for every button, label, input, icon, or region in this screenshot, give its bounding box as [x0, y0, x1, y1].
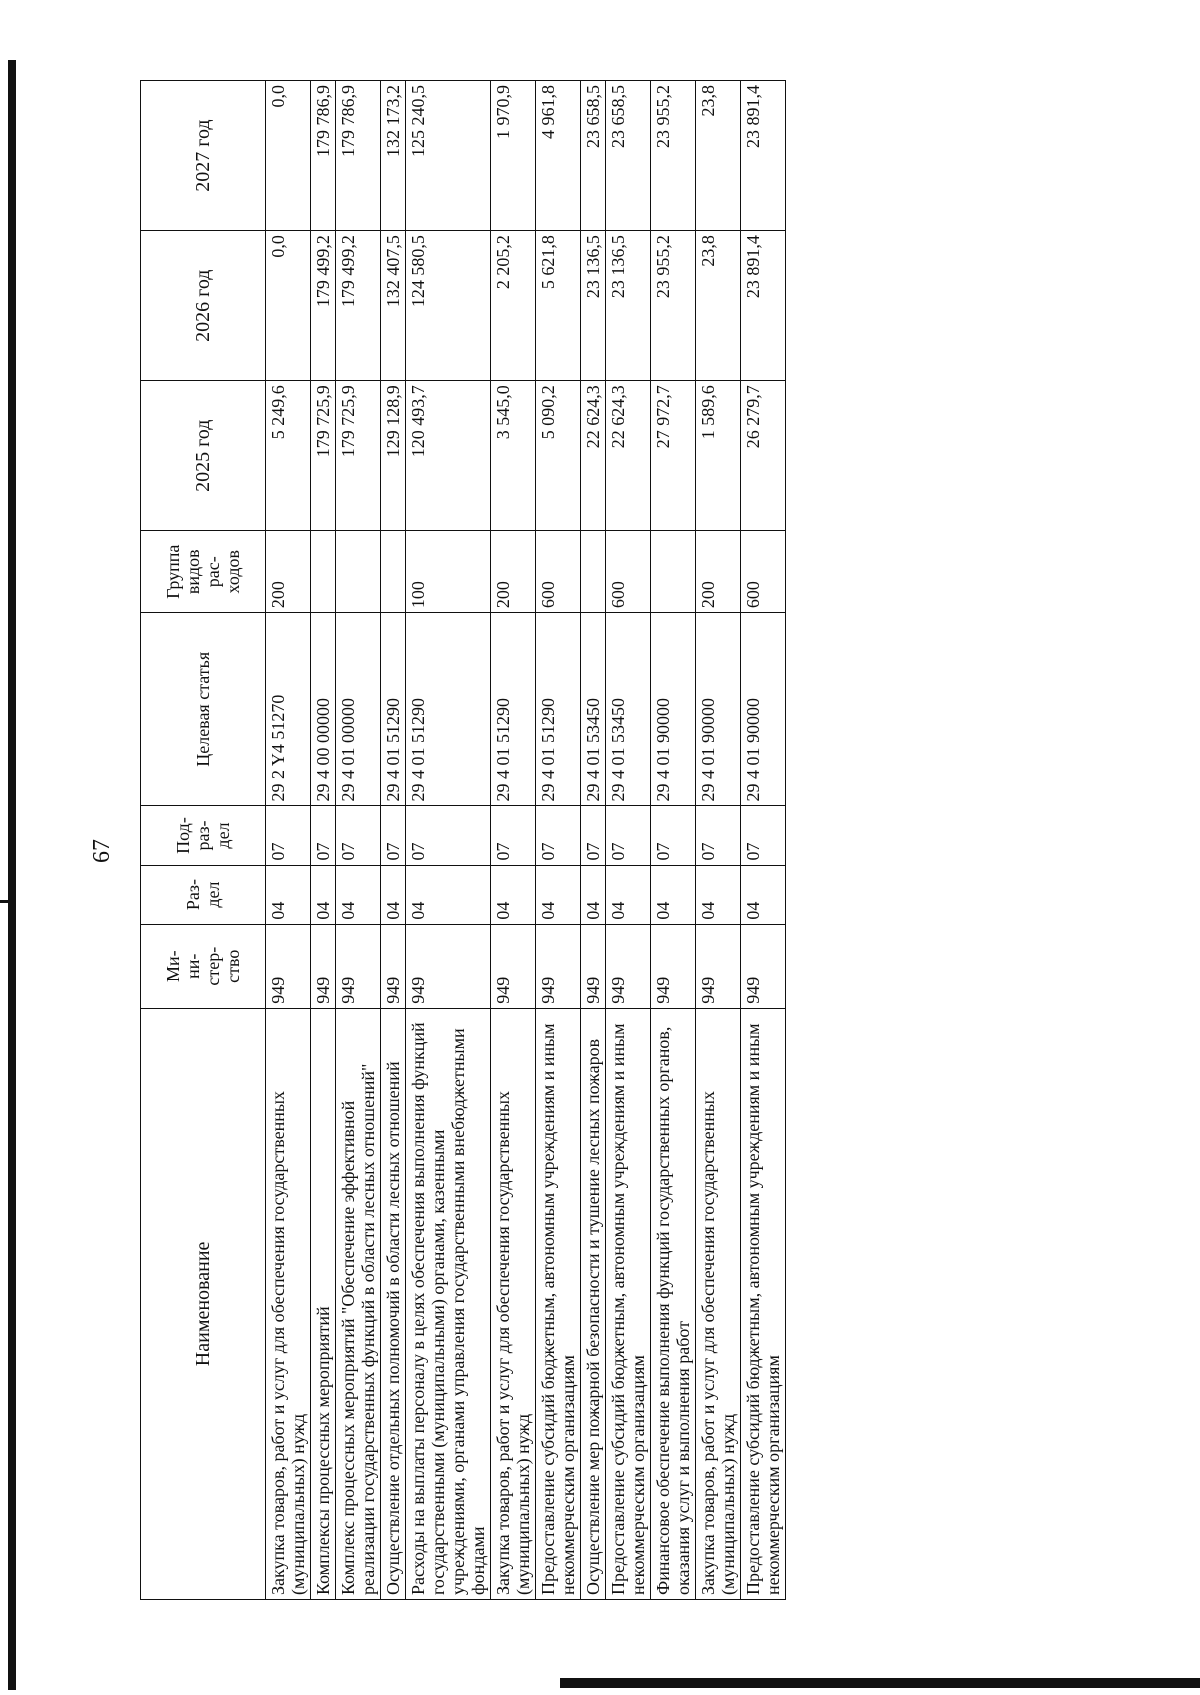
cell-gruppa: 600	[741, 531, 786, 613]
table-row	[266, 81, 311, 1600]
header-gruppa: Группа видов рас- ходов	[141, 531, 266, 613]
cell-2025: 22 624,3	[581, 381, 606, 531]
table-row	[606, 81, 651, 1600]
cell-razdel: 04	[536, 865, 581, 924]
cell-celevaya: 29 4 01 51290	[536, 613, 581, 806]
cell-2025: 27 972,7	[651, 381, 696, 531]
cell-name: Финансовое обеспечение выполнения функций государственных органов, оказания услуг и выполнения работ	[651, 1008, 696, 1599]
cell-2025: 129 128,9	[381, 381, 406, 531]
cell-2026: 2 205,2	[491, 231, 536, 381]
rotated-table-container	[140, 85, 1160, 1600]
cell-gruppa: 600	[536, 531, 581, 613]
cell-podrazdel: 07	[406, 806, 491, 865]
cell-name: Закупка товаров, работ и услуг для обеспечения государственных (муниципальных) нужд	[491, 1008, 536, 1599]
cell-celevaya: 29 4 01 90000	[741, 613, 786, 806]
cell-razdel: 04	[696, 865, 741, 924]
cell-2025: 26 279,7	[741, 381, 786, 531]
cell-celevaya: 29 4 01 90000	[651, 613, 696, 806]
cell-podrazdel: 07	[741, 806, 786, 865]
cell-razdel: 04	[406, 865, 491, 924]
cell-razdel: 04	[311, 865, 336, 924]
cell-2027: 23,8	[696, 81, 741, 231]
cell-podrazdel: 07	[266, 806, 311, 865]
cell-gruppa	[311, 531, 336, 613]
cell-2027: 4 961,8	[536, 81, 581, 231]
cell-gruppa: 600	[606, 531, 651, 613]
cell-razdel: 04	[381, 865, 406, 924]
cell-2027: 23 658,5	[606, 81, 651, 231]
table-row	[741, 81, 786, 1600]
header-podrazdel: Под- раз- дел	[141, 806, 266, 865]
cell-name: Предоставление субсидий бюджетным, автономным учреждениям и иным некоммерческим организациям	[741, 1008, 786, 1599]
header-2027: 2027 год	[141, 81, 266, 231]
cell-ministry: 949	[491, 924, 536, 1008]
table-row	[381, 81, 406, 1600]
cell-gruppa: 200	[491, 531, 536, 613]
cell-name: Комплекс процессных мероприятий "Обеспечение эффективной реализации государственных функций в области лесных отношений"	[336, 1008, 381, 1599]
cell-celevaya: 29 4 01 53450	[606, 613, 651, 806]
cell-gruppa	[581, 531, 606, 613]
cell-podrazdel: 07	[311, 806, 336, 865]
cell-2025: 3 545,0	[491, 381, 536, 531]
cell-2025: 179 725,9	[336, 381, 381, 531]
cell-2026: 179 499,2	[311, 231, 336, 381]
cell-ministry: 949	[741, 924, 786, 1008]
cell-razdel: 04	[606, 865, 651, 924]
cell-name: Предоставление субсидий бюджетным, автономным учреждениям и иным некоммерческим организациям	[606, 1008, 651, 1599]
table-row	[651, 81, 696, 1600]
cell-name: Осуществление отдельных полномочий в области лесных отношений	[381, 1008, 406, 1599]
cell-gruppa	[651, 531, 696, 613]
table-row	[581, 81, 606, 1600]
cell-2025: 22 624,3	[606, 381, 651, 531]
cell-2025: 120 493,7	[406, 381, 491, 531]
cell-podrazdel: 07	[536, 806, 581, 865]
budget-table	[140, 80, 786, 1600]
cell-gruppa: 200	[266, 531, 311, 613]
cell-podrazdel: 07	[336, 806, 381, 865]
cell-name: Осуществление мер пожарной безопасности и тушение лесных пожаров	[581, 1008, 606, 1599]
cell-razdel: 04	[741, 865, 786, 924]
cell-ministry: 949	[311, 924, 336, 1008]
cell-podrazdel: 07	[606, 806, 651, 865]
header-name: Наименование	[141, 1008, 266, 1599]
table-row	[491, 81, 536, 1600]
cell-celevaya: 29 4 01 51290	[491, 613, 536, 806]
cell-ministry: 949	[606, 924, 651, 1008]
cell-ministry: 949	[581, 924, 606, 1008]
table-row	[696, 81, 741, 1600]
cell-2027: 23 658,5	[581, 81, 606, 231]
cell-ministry: 949	[406, 924, 491, 1008]
table-body	[266, 81, 786, 1600]
cell-celevaya: 29 4 01 90000	[696, 613, 741, 806]
cell-podrazdel: 07	[651, 806, 696, 865]
cell-razdel: 04	[581, 865, 606, 924]
cell-2026: 23 136,5	[581, 231, 606, 381]
cell-2027: 179 786,9	[336, 81, 381, 231]
cell-razdel: 04	[336, 865, 381, 924]
cell-name: Комплексы процессных мероприятий	[311, 1008, 336, 1599]
cell-ministry: 949	[266, 924, 311, 1008]
cell-gruppa	[381, 531, 406, 613]
scan-tick-mark	[0, 900, 16, 903]
table-row	[536, 81, 581, 1600]
cell-2025: 179 725,9	[311, 381, 336, 531]
cell-2026: 23 955,2	[651, 231, 696, 381]
cell-ministry: 949	[536, 924, 581, 1008]
header-ministry: Ми- ни- стер- ство	[141, 924, 266, 1008]
cell-ministry: 949	[381, 924, 406, 1008]
header-razdel: Раз- дел	[141, 865, 266, 924]
table-row	[406, 81, 491, 1600]
cell-name: Закупка товаров, работ и услуг для обеспечения государственных (муниципальных) нужд	[266, 1008, 311, 1599]
cell-razdel: 04	[651, 865, 696, 924]
cell-2026: 124 580,5	[406, 231, 491, 381]
cell-gruppa	[336, 531, 381, 613]
cell-podrazdel: 07	[581, 806, 606, 865]
cell-ministry: 949	[336, 924, 381, 1008]
cell-celevaya: 29 4 01 53450	[581, 613, 606, 806]
header-2025: 2025 год	[141, 381, 266, 531]
cell-2026: 5 621,8	[536, 231, 581, 381]
cell-2027: 23 891,4	[741, 81, 786, 231]
cell-2026: 0,0	[266, 231, 311, 381]
header-celevaya: Целевая статья	[141, 613, 266, 806]
header-2026: 2026 год	[141, 231, 266, 381]
cell-razdel: 04	[266, 865, 311, 924]
cell-2027: 132 173,2	[381, 81, 406, 231]
table-header-row	[141, 81, 266, 1600]
cell-2027: 125 240,5	[406, 81, 491, 231]
table-row	[311, 81, 336, 1600]
cell-2026: 23 136,5	[606, 231, 651, 381]
cell-celevaya: 29 4 01 51290	[381, 613, 406, 806]
cell-celevaya: 29 4 01 51290	[406, 613, 491, 806]
cell-2026: 132 407,5	[381, 231, 406, 381]
cell-gruppa: 100	[406, 531, 491, 613]
cell-ministry: 949	[696, 924, 741, 1008]
cell-2026: 23 891,4	[741, 231, 786, 381]
cell-2027: 0,0	[266, 81, 311, 231]
cell-2027: 179 786,9	[311, 81, 336, 231]
scan-edge-bottom	[560, 1678, 1200, 1688]
page-number: 67	[89, 839, 115, 863]
scan-edge-left	[8, 60, 16, 1690]
cell-razdel: 04	[491, 865, 536, 924]
cell-name: Закупка товаров, работ и услуг для обеспечения государственных (муниципальных) нужд	[696, 1008, 741, 1599]
cell-2025: 5 249,6	[266, 381, 311, 531]
cell-podrazdel: 07	[491, 806, 536, 865]
cell-celevaya: 29 4 00 00000	[311, 613, 336, 806]
cell-podrazdel: 07	[696, 806, 741, 865]
cell-2025: 5 090,2	[536, 381, 581, 531]
cell-podrazdel: 07	[381, 806, 406, 865]
cell-celevaya: 29 4 01 00000	[336, 613, 381, 806]
cell-2027: 23 955,2	[651, 81, 696, 231]
cell-celevaya: 29 2 Y4 51270	[266, 613, 311, 806]
cell-2027: 1 970,9	[491, 81, 536, 231]
cell-name: Расходы на выплаты персоналу в целях обеспечения выполнения функций государственными (муниципальными) органами, казенными учреждениями, органами управления государственными внебюджетными фондами	[406, 1008, 491, 1599]
cell-name: Предоставление субсидий бюджетным, автономным учреждениям и иным некоммерческим организациям	[536, 1008, 581, 1599]
cell-2026: 23,8	[696, 231, 741, 381]
cell-2025: 1 589,6	[696, 381, 741, 531]
cell-ministry: 949	[651, 924, 696, 1008]
table-row	[336, 81, 381, 1600]
cell-2026: 179 499,2	[336, 231, 381, 381]
cell-gruppa: 200	[696, 531, 741, 613]
